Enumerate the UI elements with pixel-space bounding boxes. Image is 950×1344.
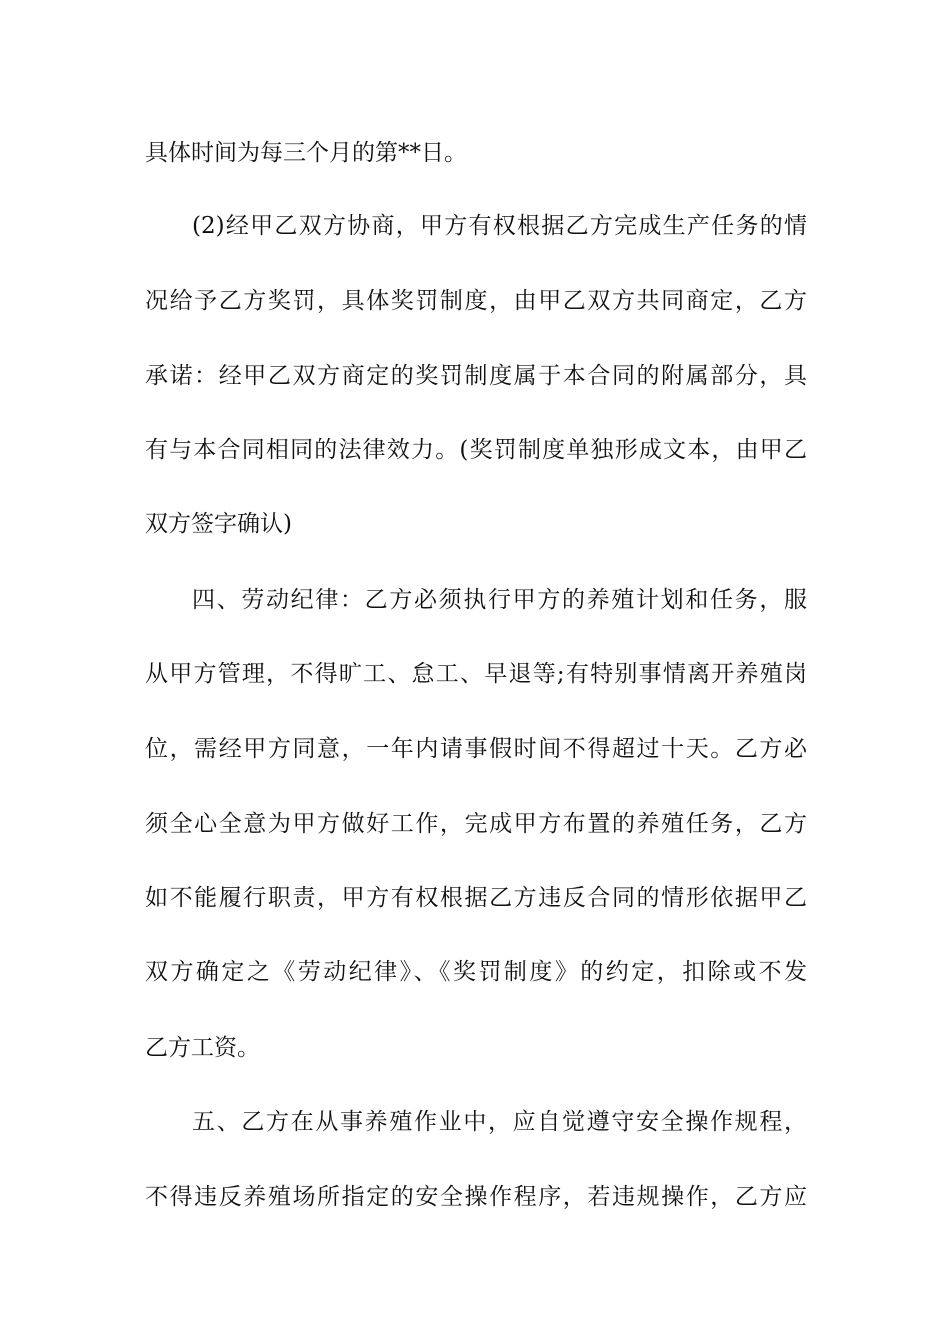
text-line: 具体时间为每三个月的第**日。 bbox=[145, 140, 467, 166]
text-line: 乙方工资。 bbox=[145, 1035, 260, 1061]
text-line: 从甲方管理，不得旷工、怠工、早退等;有特别事情离开养殖岗 bbox=[145, 661, 807, 687]
text-line: 有与本合同相同的法律效力。(奖罚制度单独形成文本，由甲乙 bbox=[145, 437, 807, 463]
text-line: 如不能履行职责，甲方有权根据乙方违反合同的情形依据甲乙 bbox=[145, 885, 807, 911]
text-line: 不得违反养殖场所指定的安全操作程序，若违规操作，乙方应 bbox=[145, 1184, 807, 1210]
text-line: (2)经甲乙双方协商，甲方有权根据乙方完成生产任务的情 bbox=[192, 213, 807, 239]
text-line: 双方确定之《劳动纪律》、《奖罚制度》的约定，扣除或不发 bbox=[145, 959, 807, 985]
text-line: 双方签字确认) bbox=[145, 511, 292, 537]
text-line: 四、劳动纪律：乙方必须执行甲方的养殖计划和任务，服 bbox=[192, 587, 807, 613]
text-line: 承诺：经甲乙双方商定的奖罚制度属于本合同的附属部分，具 bbox=[145, 363, 807, 389]
text-line: 位，需经甲方同意，一年内请事假时间不得超过十天。乙方必 bbox=[145, 736, 807, 762]
text-line: 况给予乙方奖罚，具体奖罚制度，由甲乙双方共同商定，乙方 bbox=[145, 288, 807, 314]
text-line: 须全心全意为甲方做好工作，完成甲方布置的养殖任务，乙方 bbox=[145, 811, 807, 837]
text-line: 五、乙方在从事养殖作业中，应自觉遵守安全操作规程， bbox=[192, 1109, 807, 1135]
